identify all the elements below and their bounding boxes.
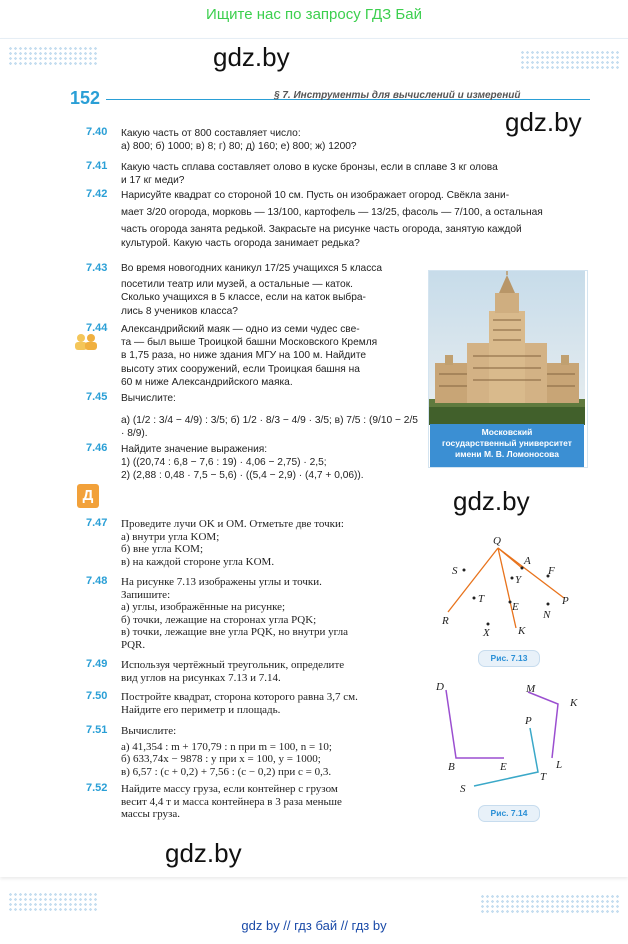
problem-text: Постройте квадрат, сторона которого равна 3,7 см. Найдите его периметр и площадь. (121, 691, 358, 716)
label-X: X (483, 627, 490, 639)
problem-text: Вычислите: а) (1/2 : 3/4 − 4/9) : 3/5; б) 1/2 · 8/3 − 4/9 · 3/5; в) 7/5 : (9/10 − 2/5 · 8/9). (121, 393, 418, 440)
problem-number: 7.46 (86, 442, 108, 454)
point-S (463, 569, 466, 572)
problem-text: Вычислите: а) 41,354 : m + 170,79 : n при m = 100, n = 10; б) 633,74x − 9878 : y при x = 100, y = 1000; в) 6,57 : (c + 0,2) + 7,56 : (c − 0,2) при c = 0,3. (121, 725, 332, 778)
problem-number: 7.45 (86, 391, 108, 403)
label-P: P (525, 715, 532, 727)
label-R: R (442, 615, 449, 627)
problem-number: 7.47 (86, 517, 108, 529)
label-K: K (518, 625, 526, 637)
label-E: E (512, 601, 519, 613)
problem-number: 7.40 (86, 126, 108, 138)
decor-dots (8, 46, 98, 66)
problem-number: 7.48 (86, 575, 108, 587)
watermark: gdz.by (453, 486, 530, 516)
page-number: 152 (70, 88, 101, 108)
label-D: D (436, 681, 444, 693)
problem-text: На рисунке 7.13 изображены углы и точки. Запишите: а) углы, изображённые на рисунке; б) точки, лежащие на сторонах угла PQK; в) точки, лежащие вне угла PQK, но внутри угла PQR. (121, 576, 349, 651)
angle-DBE (446, 690, 504, 758)
figure-7-13-caption: Рис. 7.13 (478, 650, 540, 667)
point-Y (511, 577, 514, 580)
problem-number: 7.51 (86, 724, 108, 736)
ray-QR (448, 548, 498, 612)
decor-dots (480, 894, 620, 914)
photo-caption: Московский государственный университет имени М. В. Ломоносова (430, 424, 584, 467)
label-E: E (500, 761, 507, 773)
angle-MKL (528, 692, 558, 758)
point-N (547, 603, 550, 606)
problem-text: Найдите массу груза, если контейнер с грузом весит 4,4 т и масса контейнера в 3 раза меньше массы груза. (121, 783, 342, 820)
problem-text: Проведите лучи OK и OM. Отметьте две точки: а) внутри угла KOM; б) вне угла KOM; в) на каждой стороне угла KOM. (121, 518, 344, 568)
label-L: L (556, 759, 563, 771)
problem-text: Какую часть сплава составляет олово в куске бронзы, если в сплаве 3 кг олова и 17 кг меди? (121, 162, 498, 187)
label-P: P (562, 595, 569, 607)
problem-text: Александрийский маяк — одно из семи чудес све- та — был выше Троицкой башни Московского Кремля в 1,75 раза, но ниже здания МГУ на 100 м. Найдите высоту этих сооружений, если Троицкая башня на 60 м ниже Александрийского маяка. (121, 324, 378, 388)
figure-7-14 (430, 676, 590, 802)
problem-number: 7.42 (86, 188, 108, 200)
label-S: S (452, 565, 458, 577)
decor-dots (520, 50, 620, 70)
problem-number: 7.43 (86, 262, 108, 274)
point-T (473, 597, 476, 600)
point-X (487, 623, 490, 626)
label-B: B (448, 761, 455, 773)
problem-text: Во время новогодних каникул 17/25 учащихся 5 класса посетили театр или музей, а остальные — каток. Сколько учащихся в 5 классе, если на каток выбра- лись 8 учеников класса? (121, 263, 383, 317)
label-T: T (540, 771, 547, 783)
label-S: S (460, 783, 466, 795)
label-N: N (543, 609, 551, 621)
problem-text: Нарисуйте квадрат со стороной 10 см. Пусть он изображает огород. Свёкла зани- мает 3/20 огорода, морковь — 13/100, картофель — 13/25, фасоль — 7/100, а остальная часть огорода занята редькой. Закрасьте на рисунке часть огорода, занятую каждой культурой. Какую часть огорода занимает редька? (121, 190, 543, 249)
problem-number: 7.52 (86, 782, 108, 794)
decor-dots (8, 892, 98, 912)
figure-7-13 (436, 532, 592, 650)
problem-number: 7.41 (86, 160, 108, 172)
section-header: § 7. Инструменты для вычислений и измерений (274, 90, 521, 101)
label-Y: Y (515, 574, 522, 586)
watermark: gdz.by (213, 42, 290, 72)
problem-text: Какую часть от 800 составляет число: а) 800; б) 1000; в) 8; г) 80; д) 160; е) 800; ж) 1200? (121, 128, 357, 153)
level-d-badge: Д (77, 484, 99, 508)
top-banner[interactable]: Ищите нас по запросу ГДЗ Бай (206, 6, 422, 23)
label-M: M (526, 683, 536, 695)
problem-number: 7.50 (86, 690, 108, 702)
problem-number: 7.44 (86, 322, 108, 334)
footer-links[interactable]: gdz by // гдз бай // гдз by (241, 918, 387, 933)
figure-7-14-caption: Рис. 7.14 (478, 805, 540, 822)
watermark: gdz.by (505, 107, 582, 137)
label-F: F (548, 565, 555, 577)
label-T: T (478, 593, 485, 605)
label-K: K (570, 697, 578, 709)
group-work-icon (72, 332, 100, 350)
problem-number: 7.49 (86, 658, 108, 670)
label-A: A (524, 555, 531, 567)
msu-building-image (429, 271, 585, 425)
watermark: gdz.by (165, 838, 242, 868)
label-Q: Q (493, 535, 501, 547)
problem-text: Найдите значение выражения: 1) ((20,74 : 6,8 − 7,6 : 19) · 4,06 − 2,75) · 2,5; 2) (2,88 : 0,48 · 7,5 − 5,6) · ((5,4 − 2,9) · (4,7 + 0,06)). (121, 444, 364, 482)
problem-text: Используя чертёжный треугольник, определите вид углов на рисунках 7.13 и 7.14. (121, 659, 345, 684)
angle-PTS (474, 728, 538, 786)
